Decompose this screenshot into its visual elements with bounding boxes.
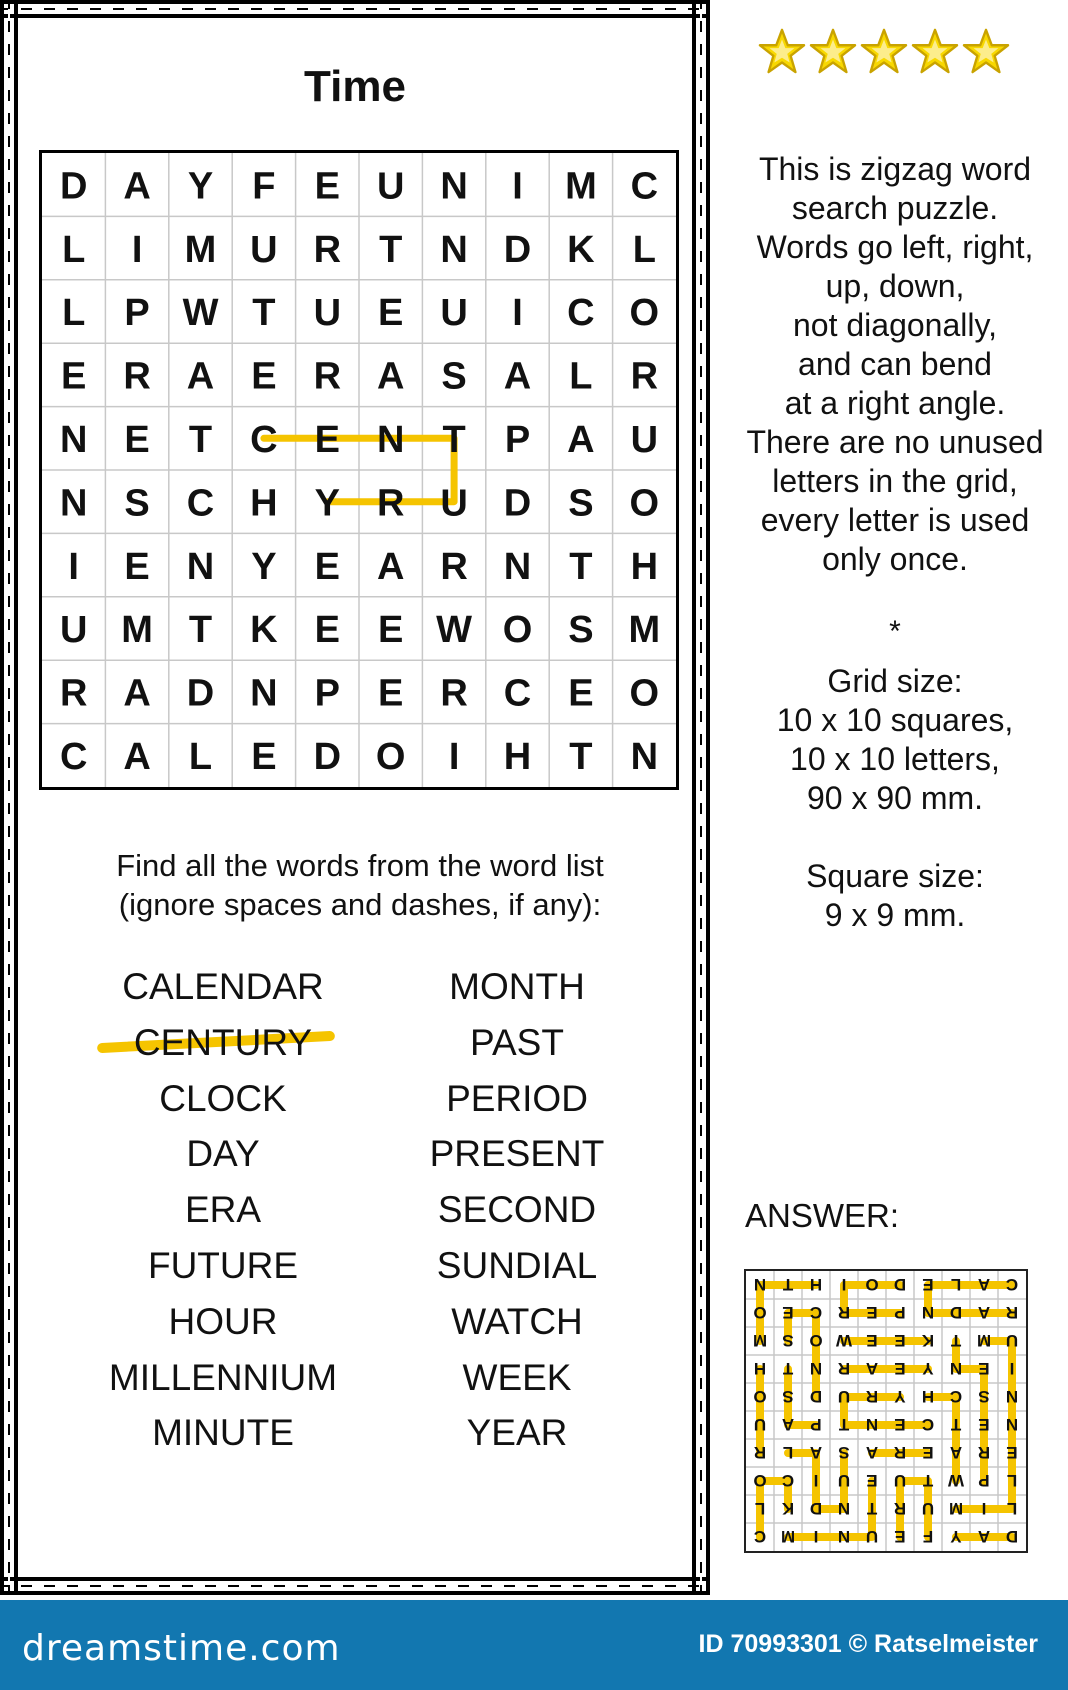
word-list-item <box>367 1246 667 1286</box>
grid-letter[interactable]: C <box>567 292 595 335</box>
answer-grid <box>744 1269 1028 1553</box>
grid-letter[interactable]: T <box>782 1358 794 1378</box>
word-text: MILLENNIUM <box>108 1356 338 1398</box>
grid-letter[interactable]: U <box>753 1414 767 1434</box>
grid-letter[interactable]: D <box>949 1302 963 1322</box>
grid-letter[interactable]: I <box>512 292 523 335</box>
grid-letter[interactable]: O <box>809 1330 823 1350</box>
grid-letter[interactable]: C <box>186 482 215 525</box>
grid-letter[interactable]: R <box>753 1442 767 1462</box>
grid-letter[interactable]: R <box>440 672 468 715</box>
grid-letter[interactable]: C <box>753 1526 767 1546</box>
grid-letter[interactable]: M <box>121 609 153 652</box>
grid-letter[interactable]: A <box>376 545 405 588</box>
grid-letter[interactable]: R <box>1005 1302 1019 1322</box>
grid-letter[interactable]: Y <box>187 165 214 208</box>
text-line: There are no unused <box>746 424 1044 460</box>
grid-letter[interactable]: N <box>59 482 88 525</box>
puzzle-description <box>725 150 1065 579</box>
word-text: CLOCK <box>159 1077 287 1119</box>
grid-letter[interactable]: I <box>813 1470 819 1490</box>
grid-letter[interactable]: N <box>837 1498 851 1518</box>
grid-letter[interactable]: C <box>809 1302 823 1322</box>
grid-letter[interactable]: E <box>378 672 404 715</box>
text-line: Square size: <box>806 858 984 894</box>
word-list-item <box>367 1190 667 1230</box>
grid-letter[interactable]: L <box>782 1442 794 1462</box>
grid-letter[interactable]: S <box>782 1386 794 1406</box>
word-list-item <box>367 1358 667 1398</box>
text-line: letters in the grid, <box>772 463 1018 499</box>
grid-letter[interactable]: O <box>753 1302 767 1322</box>
grid-letter[interactable]: N <box>949 1358 963 1378</box>
grid-letter[interactable]: S <box>441 355 467 398</box>
grid-letter[interactable]: I <box>131 228 143 271</box>
grid-letter[interactable]: R <box>123 355 151 398</box>
grid-letter[interactable]: C <box>921 1414 935 1434</box>
grid-letter[interactable]: U <box>440 292 468 335</box>
grid-letter[interactable]: A <box>123 165 151 208</box>
grid-letter[interactable]: U <box>921 1498 935 1518</box>
grid-letter[interactable]: I <box>448 735 460 778</box>
grid-letter[interactable]: K <box>250 609 278 652</box>
word-list-item <box>73 1413 373 1453</box>
grid-letter[interactable]: D <box>59 165 88 208</box>
grid-letter[interactable]: R <box>59 672 88 715</box>
grid-letter[interactable]: I <box>841 1274 847 1294</box>
grid-letter[interactable]: M <box>752 1330 768 1350</box>
grid-letter[interactable]: H <box>503 735 532 778</box>
grid-letter[interactable]: U <box>313 292 342 335</box>
grid-letter[interactable]: N <box>865 1414 879 1434</box>
grid-letter[interactable]: A <box>865 1442 879 1462</box>
text-line: Grid size: <box>827 663 963 699</box>
grid-letter[interactable]: P <box>894 1302 906 1322</box>
grid-letter[interactable]: U <box>893 1470 907 1490</box>
grid-letter[interactable]: K <box>567 228 595 271</box>
grid-letter[interactable]: Y <box>314 482 340 525</box>
grid-letter[interactable]: E <box>894 1414 906 1434</box>
grid-size-info <box>725 662 1065 818</box>
grid-letter[interactable]: I <box>68 545 79 588</box>
answer-grid-svg <box>746 1271 1026 1551</box>
grid-letter[interactable]: M <box>628 609 661 652</box>
grid-letter[interactable]: N <box>921 1302 935 1322</box>
word-list-item <box>73 967 373 1007</box>
grid-letter[interactable]: U <box>837 1386 851 1406</box>
grid-letter[interactable]: R <box>313 355 342 398</box>
grid-letter[interactable]: P <box>978 1470 990 1490</box>
grid-letter[interactable]: T <box>782 1274 794 1294</box>
grid-letter[interactable]: E <box>61 355 87 398</box>
grid-letter[interactable]: N <box>440 228 468 271</box>
grid-letter[interactable]: A <box>949 1442 963 1462</box>
grid-letter[interactable]: Y <box>251 545 277 588</box>
word-text: MINUTE <box>152 1412 294 1454</box>
checkered-border-right <box>692 0 710 1595</box>
grid-letter[interactable]: E <box>866 1470 878 1490</box>
star-icon <box>758 28 806 74</box>
grid-letter[interactable]: E <box>314 418 340 461</box>
grid-letter[interactable]: P <box>314 672 340 715</box>
grid-letter[interactable]: P <box>124 292 150 335</box>
grid-letter[interactable]: H <box>809 1274 823 1294</box>
grid-letter[interactable]: C <box>250 418 278 461</box>
grid-letter[interactable]: H <box>630 545 659 588</box>
grid-letter[interactable]: W <box>947 1470 965 1490</box>
grid-letter[interactable]: U <box>250 228 278 271</box>
word-list-item <box>73 1358 373 1398</box>
puzzle-title: Time <box>304 62 406 111</box>
word-text: FUTURE <box>147 1245 299 1286</box>
grid-letter[interactable]: A <box>977 1302 991 1322</box>
grid-letter[interactable]: D <box>503 228 532 271</box>
grid-letter[interactable]: A <box>809 1442 823 1462</box>
grid-letter[interactable]: E <box>124 418 150 461</box>
square-size-info <box>725 857 1065 935</box>
word-text: CENTURY <box>133 1021 313 1063</box>
word-text: WEEK <box>462 1356 572 1398</box>
star-icon <box>860 28 908 74</box>
grid-letter[interactable]: N <box>1005 1386 1019 1406</box>
grid-letter[interactable]: W <box>835 1330 853 1350</box>
grid-letter[interactable]: K <box>921 1330 935 1350</box>
word-list-item <box>73 1079 373 1119</box>
grid-letter[interactable]: T <box>569 545 593 588</box>
grid-letter[interactable]: E <box>378 292 404 335</box>
grid-letter[interactable]: M <box>184 228 217 271</box>
grid-letter[interactable]: A <box>123 672 151 715</box>
word-search-grid <box>39 150 679 790</box>
grid-letter[interactable]: F <box>252 165 276 208</box>
word-list-item <box>367 1023 667 1063</box>
grid-letter[interactable]: R <box>440 545 468 588</box>
grid-letter[interactable]: C <box>781 1470 795 1490</box>
grid-letter[interactable]: W <box>182 292 219 335</box>
grid-letter[interactable]: L <box>754 1498 766 1518</box>
grid-letter[interactable]: O <box>629 672 660 715</box>
text-line: only once. <box>822 541 968 577</box>
star-icon <box>809 28 857 74</box>
difficulty-stars <box>758 28 1010 74</box>
grid-letter[interactable]: U <box>376 165 405 208</box>
word-text: WATCH <box>451 1300 583 1342</box>
grid-letter[interactable]: C <box>59 735 88 778</box>
grid-letter[interactable]: N <box>376 418 405 461</box>
grid-letter[interactable]: S <box>838 1442 850 1462</box>
grid-letter[interactable]: I <box>512 165 523 208</box>
text-line: and can bend <box>798 346 992 382</box>
word-list-item <box>73 1134 373 1174</box>
grid-letter[interactable]: R <box>893 1442 907 1462</box>
grid-letter[interactable]: E <box>314 165 340 208</box>
checkered-border-top <box>0 0 710 18</box>
grid-letter[interactable]: Y <box>922 1358 934 1378</box>
grid-letter[interactable]: T <box>950 1414 962 1434</box>
grid-letter[interactable]: L <box>188 735 213 778</box>
grid-letter[interactable]: O <box>753 1386 767 1406</box>
word-text: SUNDIAL <box>436 1245 598 1286</box>
text-line: not diagonally, <box>793 307 997 343</box>
grid-letter[interactable]: W <box>436 609 473 652</box>
grid-letter[interactable]: N <box>186 545 215 588</box>
text-line: search puzzle. <box>791 190 999 226</box>
grid-letter[interactable]: M <box>948 1498 964 1518</box>
grid-letter[interactable]: L <box>1006 1498 1018 1518</box>
grid-letter[interactable]: U <box>59 609 88 652</box>
grid-letter[interactable]: F <box>922 1526 934 1546</box>
grid-letter[interactable]: E <box>894 1358 906 1378</box>
instruction-line: (ignore spaces and dashes, if any): <box>118 887 602 922</box>
checkered-border-left <box>0 0 18 1595</box>
word-list-item <box>367 1413 667 1453</box>
word-list-item <box>73 1190 373 1230</box>
grid-letter[interactable]: N <box>753 1274 767 1294</box>
grid-letter[interactable]: E <box>866 1330 878 1350</box>
grid-letter[interactable]: L <box>62 292 86 335</box>
word-text: YEAR <box>466 1412 568 1454</box>
grid-letter[interactable]: E <box>314 609 340 652</box>
grid-letter[interactable]: C <box>1005 1274 1019 1294</box>
grid-letter[interactable]: D <box>503 482 532 525</box>
grid-letter[interactable]: U <box>630 418 659 461</box>
grid-letter[interactable]: R <box>977 1442 991 1462</box>
grid-letter[interactable]: D <box>186 672 215 715</box>
grid-letter[interactable]: N <box>630 735 659 778</box>
grid-letter[interactable]: T <box>188 418 213 461</box>
grid-letter[interactable]: O <box>502 609 533 652</box>
grid-letter[interactable]: H <box>250 482 278 525</box>
grid-letter[interactable]: I <box>813 1526 819 1546</box>
grid-letter[interactable]: E <box>894 1330 906 1350</box>
checkered-border-bottom <box>0 1577 710 1595</box>
text-line: at a right angle. <box>784 385 1006 421</box>
grid-letter[interactable]: E <box>251 735 277 778</box>
text-line: Words go left, right, <box>756 229 1034 265</box>
grid-letter[interactable]: M <box>780 1526 796 1546</box>
grid-letter[interactable]: D <box>313 735 342 778</box>
grid-letter[interactable]: L <box>950 1274 962 1294</box>
grid-letter[interactable]: A <box>977 1274 991 1294</box>
word-text: ERA <box>184 1189 262 1231</box>
grid-letter[interactable]: O <box>865 1274 879 1294</box>
grid-letter[interactable]: R <box>630 355 659 398</box>
grid-letter[interactable]: R <box>837 1302 851 1322</box>
grid-letter[interactable]: A <box>977 1526 991 1546</box>
word-text: DAY <box>186 1133 260 1175</box>
grid-letter[interactable]: S <box>978 1386 990 1406</box>
grid-letter[interactable]: I <box>981 1498 987 1518</box>
grid-letter[interactable]: N <box>250 672 278 715</box>
grid-letter[interactable]: H <box>753 1358 767 1378</box>
grid-letter[interactable]: K <box>781 1498 795 1518</box>
grid-letter[interactable]: S <box>568 482 594 525</box>
grid-letter[interactable]: E <box>922 1442 934 1462</box>
grid-letter[interactable]: E <box>782 1302 794 1322</box>
word-list-item <box>73 1302 373 1342</box>
word-list-item <box>367 1302 667 1342</box>
grid-letter[interactable]: N <box>1005 1414 1019 1434</box>
grid-letter[interactable]: A <box>865 1358 879 1378</box>
grid-letter[interactable]: T <box>866 1498 878 1518</box>
grid-letter[interactable]: E <box>568 672 594 715</box>
word-text: CALENDAR <box>122 966 324 1007</box>
instruction-line: Find all the words from the word list <box>116 848 604 883</box>
star-icon <box>962 28 1010 74</box>
grid-letter[interactable]: U <box>865 1526 879 1546</box>
instructions <box>20 846 700 924</box>
grid-letter[interactable]: E <box>894 1526 906 1546</box>
grid-letter[interactable]: E <box>1006 1442 1018 1462</box>
grid-letter[interactable]: P <box>810 1414 822 1434</box>
grid-letter[interactable]: N <box>503 545 532 588</box>
star-icon <box>911 28 959 74</box>
grid-letter[interactable]: R <box>865 1386 879 1406</box>
grid-letter[interactable]: N <box>440 165 468 208</box>
word-list-item <box>73 1023 373 1063</box>
grid-letter[interactable]: C <box>630 165 659 208</box>
word-list-item <box>367 1134 667 1174</box>
grid-letter[interactable]: L <box>1006 1470 1018 1490</box>
grid-letter[interactable]: N <box>809 1358 823 1378</box>
grid-letter[interactable]: O <box>629 482 660 525</box>
grid-letter[interactable]: A <box>123 735 151 778</box>
grid-letter[interactable]: H <box>921 1386 935 1406</box>
grid-letter[interactable]: R <box>376 482 405 525</box>
grid-letter[interactable]: T <box>252 292 276 335</box>
grid-letter[interactable]: R <box>893 1498 907 1518</box>
answer-label: ANSWER: <box>745 1197 900 1234</box>
text-line: every letter is used <box>760 502 1030 538</box>
text-line: 9 x 9 mm. <box>824 897 966 933</box>
grid-letter[interactable]: E <box>124 545 150 588</box>
grid-letter[interactable]: O <box>753 1470 767 1490</box>
main-grid-svg <box>42 153 676 787</box>
grid-letter[interactable]: D <box>893 1274 907 1294</box>
grid-letter[interactable]: T <box>379 228 403 271</box>
grid-letter[interactable]: Y <box>950 1526 962 1546</box>
grid-letter[interactable]: O <box>629 292 660 335</box>
grid-letter[interactable]: D <box>809 1498 823 1518</box>
grid-letter[interactable]: T <box>188 609 213 652</box>
grid-letter[interactable]: Y <box>894 1386 906 1406</box>
grid-letter[interactable]: R <box>837 1358 851 1378</box>
word-list-item <box>73 1246 373 1286</box>
text-line: 10 x 10 letters, <box>790 741 1000 777</box>
grid-letter[interactable]: E <box>378 609 404 652</box>
word-text: MONTH <box>449 966 585 1007</box>
separator: * <box>889 615 901 648</box>
word-list-item <box>367 1079 667 1119</box>
grid-letter[interactable]: M <box>565 165 597 208</box>
grid-letter[interactable]: D <box>1005 1526 1019 1546</box>
grid-letter[interactable]: E <box>314 545 340 588</box>
grid-letter[interactable]: D <box>809 1386 823 1406</box>
grid-letter[interactable]: L <box>62 228 86 271</box>
grid-letter[interactable]: N <box>837 1526 851 1546</box>
grid-letter[interactable]: U <box>1005 1330 1019 1350</box>
grid-letter[interactable]: A <box>376 355 405 398</box>
grid-letter[interactable]: U <box>440 482 468 525</box>
word-list-item <box>367 967 667 1007</box>
grid-letter[interactable]: T <box>838 1414 850 1434</box>
grid-letter[interactable]: P <box>504 418 531 461</box>
dreamstime-logo[interactable]: dreamstime.com <box>22 1628 341 1669</box>
text-line: 90 x 90 mm. <box>806 780 984 816</box>
grid-letter[interactable]: E <box>978 1358 990 1378</box>
grid-letter[interactable]: E <box>251 355 277 398</box>
grid-letter[interactable]: O <box>375 735 406 778</box>
grid-letter[interactable]: A <box>567 418 595 461</box>
grid-letter[interactable]: E <box>922 1274 934 1294</box>
grid-letter[interactable]: S <box>782 1330 794 1350</box>
grid-letter[interactable]: A <box>186 355 215 398</box>
grid-letter[interactable]: A <box>781 1414 795 1434</box>
word-text: SECOND <box>437 1189 597 1231</box>
text-line: up, down, <box>825 268 965 304</box>
grid-letter[interactable]: T <box>922 1470 934 1490</box>
grid-letter[interactable]: C <box>503 672 532 715</box>
grid-letter[interactable]: R <box>313 228 342 271</box>
footer-bar <box>0 1600 1068 1690</box>
grid-letter[interactable]: M <box>976 1330 992 1350</box>
grid-letter[interactable]: L <box>632 228 656 271</box>
image-credit: ID 70993301 © Ratselmeister <box>698 1630 1038 1658</box>
grid-letter[interactable]: I <box>1009 1358 1015 1378</box>
word-text: PERIOD <box>446 1077 588 1119</box>
grid-letter[interactable]: T <box>442 418 466 461</box>
grid-letter[interactable]: U <box>837 1470 851 1490</box>
grid-letter[interactable]: C <box>949 1386 963 1406</box>
grid-letter[interactable]: A <box>503 355 532 398</box>
grid-letter[interactable]: E <box>866 1302 878 1322</box>
word-text: PAST <box>470 1021 564 1063</box>
text-line: 10 x 10 squares, <box>776 702 1014 738</box>
grid-letter[interactable]: S <box>124 482 150 525</box>
grid-letter[interactable]: T <box>569 735 593 778</box>
grid-letter[interactable]: S <box>568 609 594 652</box>
text-line: This is zigzag word <box>758 151 1032 187</box>
grid-letter[interactable]: T <box>950 1330 962 1350</box>
grid-letter[interactable]: L <box>569 355 593 398</box>
grid-letter[interactable]: N <box>59 418 88 461</box>
word-text: HOUR <box>168 1300 278 1342</box>
word-text: PRESENT <box>429 1133 605 1175</box>
grid-letter[interactable]: E <box>978 1414 990 1434</box>
